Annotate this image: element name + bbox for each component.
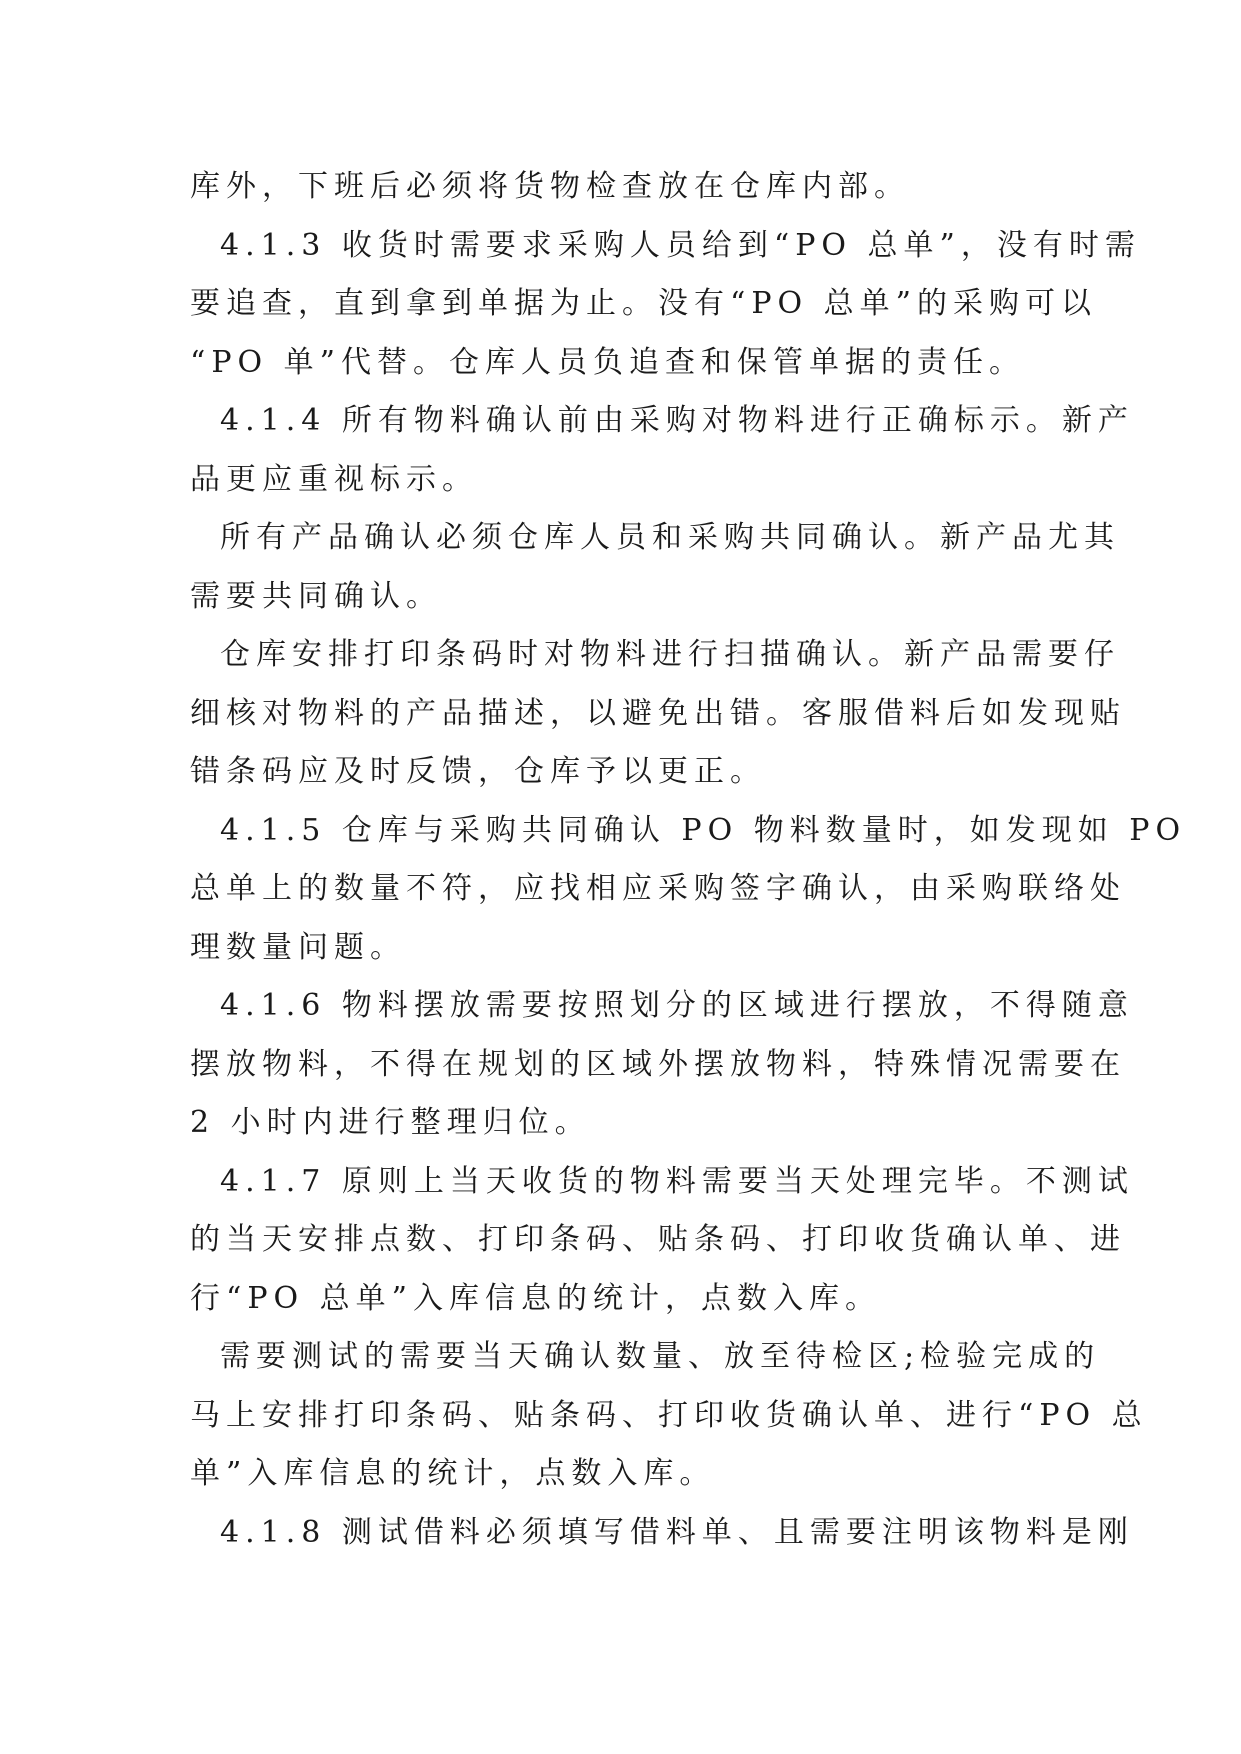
text-line: 4.1.3 收货时需要求采购人员给到“PO 总单”，没有时需	[220, 227, 1141, 263]
text-line: 行“PO 总单”入库信息的统计，点数入库。	[190, 1280, 881, 1316]
text-line: 所有产品确认必须仓库人员和采购共同确认。新产品尤其	[220, 520, 1120, 555]
text-line: 4.1.5 仓库与采购共同确认 PO 物料数量时，如发现如 PO	[220, 812, 1187, 848]
text-line: 需要共同确认。	[190, 578, 442, 614]
text-line: 要追查，直到拿到单据为止。没有“PO 总单”的采购可以	[190, 286, 1097, 321]
text-line: “PO 单”代替。仓库人员负追查和保管单据的责任。	[190, 344, 1025, 380]
text-line: 马上安排打印条码、贴条码、打印收货确认单、进行“PO 总	[190, 1397, 1148, 1433]
text-line: 仓库安排打印条码时对物料进行扫描确认。新产品需要仔	[220, 637, 1120, 672]
text-line: 品更应重视标示。	[190, 461, 478, 497]
text-line: 细核对物料的产品描述，以避免出错。客服借料后如发现贴	[190, 695, 1126, 731]
text-line: 单”入库信息的统计，点数入库。	[190, 1456, 716, 1491]
text-line: 错条码应及时反馈，仓库予以更正。	[190, 754, 766, 789]
text-line: 摆放物料，不得在规划的区域外摆放物料，特殊情况需要在	[190, 1046, 1126, 1082]
text-line: 理数量问题。	[190, 929, 406, 965]
document-body	[190, 158, 1187, 1562]
text-line: 4.1.4 所有物料确认前由采购对物料进行正确标示。新产	[220, 403, 1134, 438]
text-line: 2 小时内进行整理归位。	[190, 1105, 591, 1140]
text-line: 的当天安排点数、打印条码、贴条码、打印收货确认单、进	[190, 1222, 1126, 1257]
text-line: 库外，下班后必须将货物检查放在仓库内部。	[190, 169, 910, 204]
text-line: 4.1.6 物料摆放需要按照划分的区域进行摆放，不得随意	[220, 988, 1134, 1023]
text-line: 需要测试的需要当天确认数量、放至待检区;检验完成的	[220, 1339, 1101, 1374]
text-line: 4.1.7 原则上当天收货的物料需要当天处理完毕。不测试	[220, 1163, 1134, 1199]
text-line: 4.1.8 测试借料必须填写借料单、且需要注明该物料是刚	[220, 1514, 1134, 1550]
text-line: 总单上的数量不符，应找相应采购签字确认，由采购联络处	[190, 871, 1126, 906]
